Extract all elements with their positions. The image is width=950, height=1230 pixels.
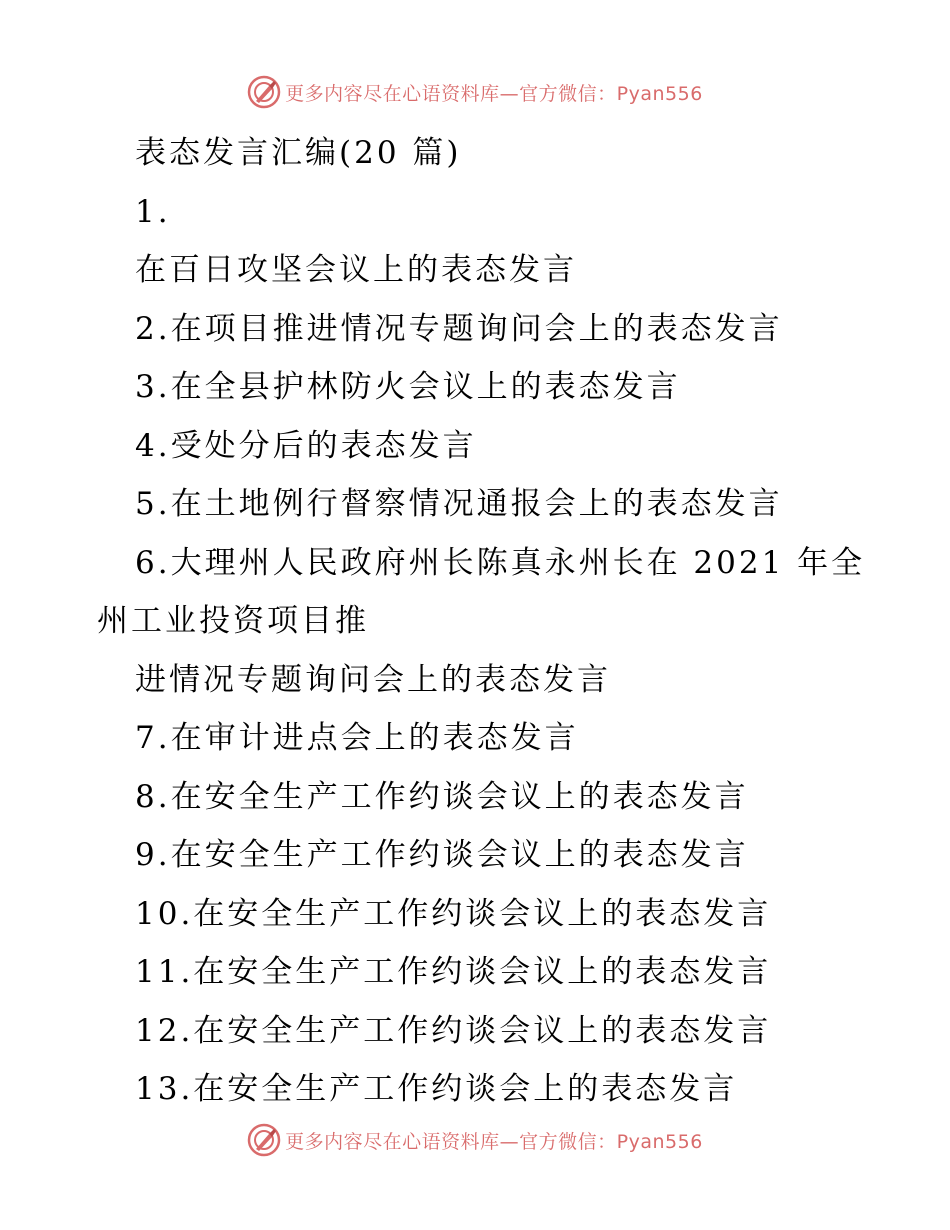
list-item: 3.在全县护林防火会议上的表态发言 [135, 369, 681, 405]
document-title: 表态发言汇编(20 篇) [135, 135, 462, 171]
list-item: 9.在安全生产工作约谈会议上的表态发言 [135, 837, 749, 873]
list-item: 2.在项目推进情况专题询问会上的表态发言 [135, 310, 783, 347]
list-item: 12.在安全生产工作约谈会议上的表态发言 [135, 1012, 772, 1049]
list-item-continuation: 进情况专题询问会上的表态发言 [135, 661, 611, 698]
list-item: 6.大理州人民政府州长陈真永州长在 2021 年全 [135, 544, 866, 581]
watermark-text: 更多内容尽在心语资料库—官方微信：Pyan556 [285, 1130, 703, 1153]
document-body [0, 124, 950, 1119]
list-item: 8.在安全生产工作约谈会议上的表态发言 [135, 778, 749, 815]
list-item: 1. [135, 193, 171, 230]
list-item: 10.在安全生产工作约谈会议上的表态发言 [135, 895, 772, 932]
watermark-bottom [0, 1120, 950, 1160]
list-item: 5.在土地例行督察情况通报会上的表态发言 [135, 486, 783, 522]
list-item-continuation: 州工业投资项目推 [97, 603, 369, 639]
list-item: 13.在安全生产工作约谈会上的表态发言 [135, 1071, 738, 1107]
pen-logo-icon [247, 1123, 281, 1157]
list-item: 在百日攻坚会议上的表态发言 [135, 252, 577, 288]
list-item: 11.在安全生产工作约谈会议上的表态发言 [135, 954, 772, 990]
pen-logo-icon [247, 75, 281, 109]
watermark-top [0, 72, 950, 112]
watermark-text: 更多内容尽在心语资料库—官方微信：Pyan556 [285, 82, 703, 105]
list-item: 4.受处分后的表态发言 [135, 427, 477, 464]
list-item: 7.在审计进点会上的表态发言 [135, 720, 579, 756]
